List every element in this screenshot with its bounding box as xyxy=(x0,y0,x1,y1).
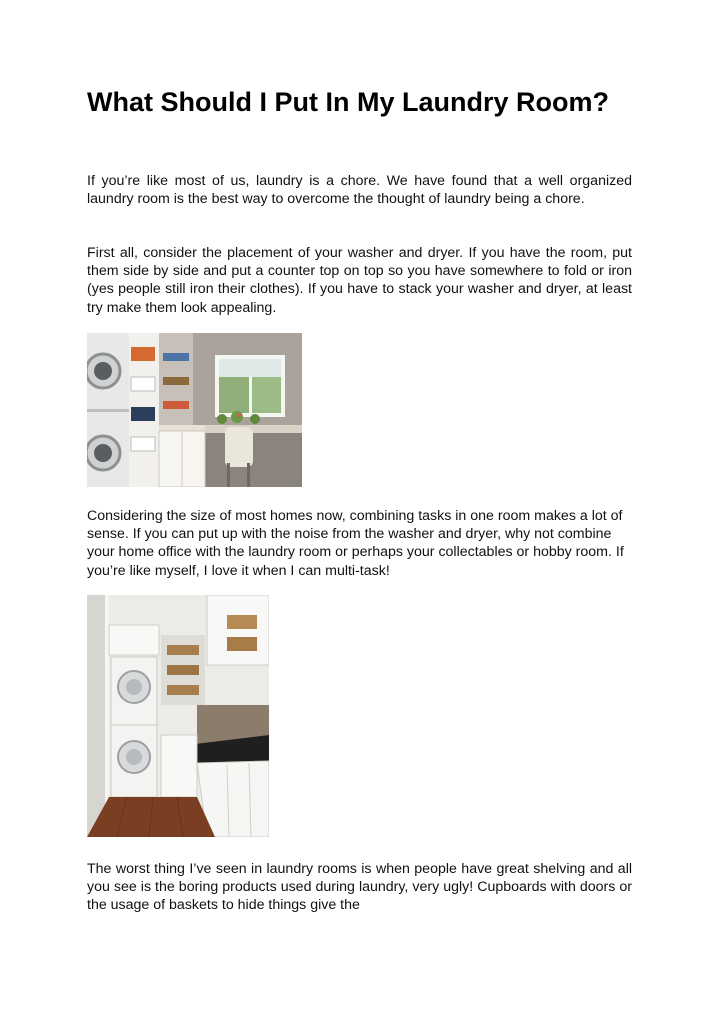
paragraph-intro: If you’re like most of us, laundry is a chore. We have found that a well organized laundry room is the best way to overcome the thought of laundry being a chore. xyxy=(87,173,632,208)
white-laundry-room-illustration xyxy=(87,595,269,837)
paragraph-placement: First all, consider the placement of your washer and dryer. If you have the room, put them side by side and put a counter top on top so you have somewhere to fold or iron (yes people still iron their clothes). If you have to stack your washer and dryer, at least try make them look appealing. xyxy=(87,245,632,316)
laundry-office-illustration xyxy=(87,333,302,487)
paragraph-combine-tasks: Considering the size of most homes now, combining tasks in one room makes a lot of sense. If you can put up with the noise from the washer and dryer, why not combine your home office with the laundry room or perhaps your collectables or hobby room. If you’re like myself, I love it when I can multi-task! xyxy=(87,508,624,579)
white-laundry-room-photo xyxy=(87,595,269,837)
laundry-office-photo xyxy=(87,333,302,487)
page-title: What Should I Put In My Laundry Room? xyxy=(87,87,609,117)
paragraph-shelving: The worst thing I’ve seen in laundry rooms is when people have great shelving and all you see is the boring products used during laundry, very ugly! Cupboards with doors or the usage of baskets to hide things give the xyxy=(87,861,632,914)
